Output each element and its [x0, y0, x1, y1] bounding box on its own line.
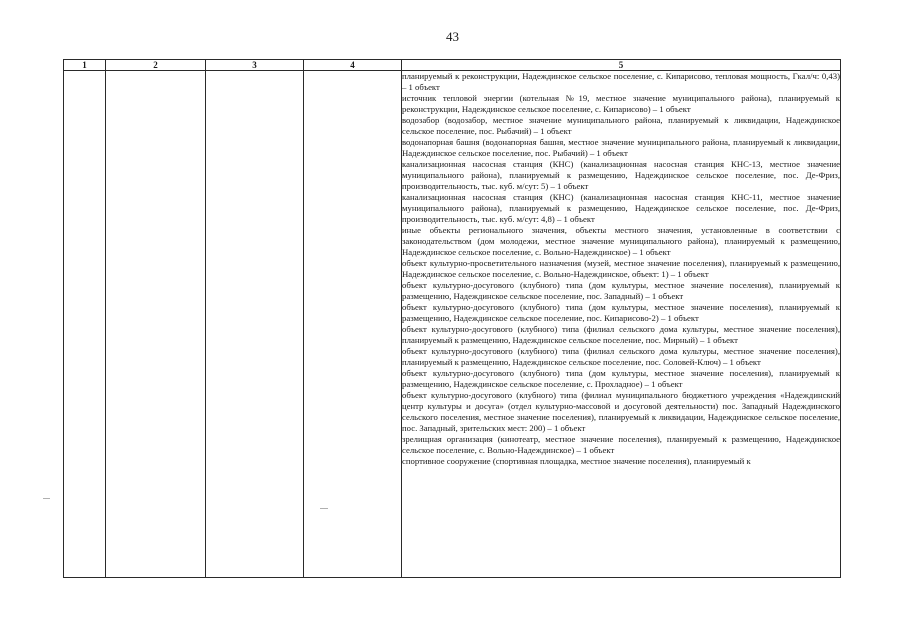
table-cell-col-2 [106, 71, 206, 578]
list-item: объект культурно-досугового (клубного) типа (филиал сельского дома культуры, местное значение поселения), планируемый к размещению, Надеждинское сельское поселение, пос. Соловей-Ключ) – 1 объект [402, 346, 840, 367]
list-item: водонапорная башня (водонапорная башня, местное значение муниципального района, планируемый к ликвидации, Надеждинское сельское поселение, пос. Рыбачий) – 1 объект [402, 137, 840, 158]
table-cell-col-1 [64, 71, 106, 578]
page-number: 43 [446, 29, 459, 44]
column-header-4: 4 [304, 60, 402, 71]
list-item: водозабор (водозабор, местное значение муниципального района, планируемый к ликвидации, Надеждинское сельское поселение, пос. Рыбачий) – 1 объект [402, 115, 840, 136]
table-cell-col-5 [402, 71, 841, 578]
column-header-3: 3 [206, 60, 304, 71]
list-item: источник тепловой энергии (котельная №19, местное значение муниципального района), планируемый к реконструкции, Надеждинское сельское поселение, с. Кипарисово) – 1 объект [402, 93, 840, 114]
list-item: объект культурно-досугового (клубного) типа (филиал сельского дома культуры, местное значение поселения), планируемый к размещению, Надеждинское сельское поселение, пос. Мирный) – 1 объект [402, 324, 840, 345]
table-row [64, 71, 841, 578]
scan-artifact-mark [320, 508, 328, 509]
list-item: зрелищная организация (кинотеатр, местное значение поселения), планируемый к размещению, Надеждинское сельское поселение, с. Вольно-Надеждинское) – 1 объект [402, 434, 840, 455]
list-item: планируемый к реконструкции, Надеждинское сельское поселение, с. Кипарисово, тепловая мощность, Гкал/ч: 0,43) – 1 объект [402, 71, 840, 92]
table-header-row [64, 60, 841, 71]
list-item: канализационная насосная станция (КНС) (канализационная насосная станция КНС-13, местное значение муниципального района), планируемый к размещению, Надеждинское сельское поселение, пос. Де-Фриз, производительность, тыс. куб. м/сут: 5) – 1 объект [402, 159, 840, 191]
list-item: объект культурно-досугового (клубного) типа (филиал муниципального бюджетного учреждения «Надеждинский центр культуры и досуга» (отдел культурно-массовой и досуговой деятельности) пос. Западный Надеждинского сельского поселения, местное значение поселения), планируемый к ликвидации, Надеждинское сельское поселение, пос. Западный, зрительских мест: 200) – 1 объект [402, 390, 840, 433]
list-item: объект культурно-просветительного назначения (музей, местное значение поселения), планируемый к размещению, Надеждинское сельское поселение, с. Вольно-Надеждинское, объект: 1) – 1 объект [402, 258, 840, 279]
column-header-1: 1 [64, 60, 106, 71]
column-header-5: 5 [402, 60, 841, 71]
table-cell-col-3 [206, 71, 304, 578]
list-item: объект культурно-досугового (клубного) типа (дом культуры, местное значение поселения), планируемый к размещению, Надеждинское сельское поселение, с. Прохладное) – 1 объект [402, 368, 840, 389]
list-item: канализационная насосная станция (КНС) (канализационная насосная станция КНС-11, местное значение муниципального района), планируемый к размещению, Надеждинское сельское поселение, пос. Де-Фриз, производительность, тыс. куб. м/сут: 4,8) – 1 объект [402, 192, 840, 224]
list-item: спортивное сооружение (спортивная площадка, местное значение поселения), планируемый к [402, 456, 751, 466]
list-item: иные объекты регионального значения, объекты местного значения, установленные в соответствии с законодательством (дом молодежи, местное значение муниципального района), планируемый к размещению, Надеждинское сельское поселение, с. Вольно-Надеждинское) – 1 объект [402, 225, 840, 257]
list-item: объект культурно-досугового (клубного) типа (дом культуры, местное значение поселения), планируемый к размещению, Надеждинское сельское поселение, пос. Западный) – 1 объект [402, 280, 840, 301]
list-item: объект культурно-досугового (клубного) типа (дом культуры, местное значение поселения), планируемый к размещению, Надеждинское сельское поселение, пос. Кипарисово-2) – 1 объект [402, 302, 840, 323]
scan-artifact-mark [43, 498, 50, 499]
column-header-2: 2 [106, 60, 206, 71]
document-table [63, 59, 841, 578]
table-cell-col-4 [304, 71, 402, 578]
